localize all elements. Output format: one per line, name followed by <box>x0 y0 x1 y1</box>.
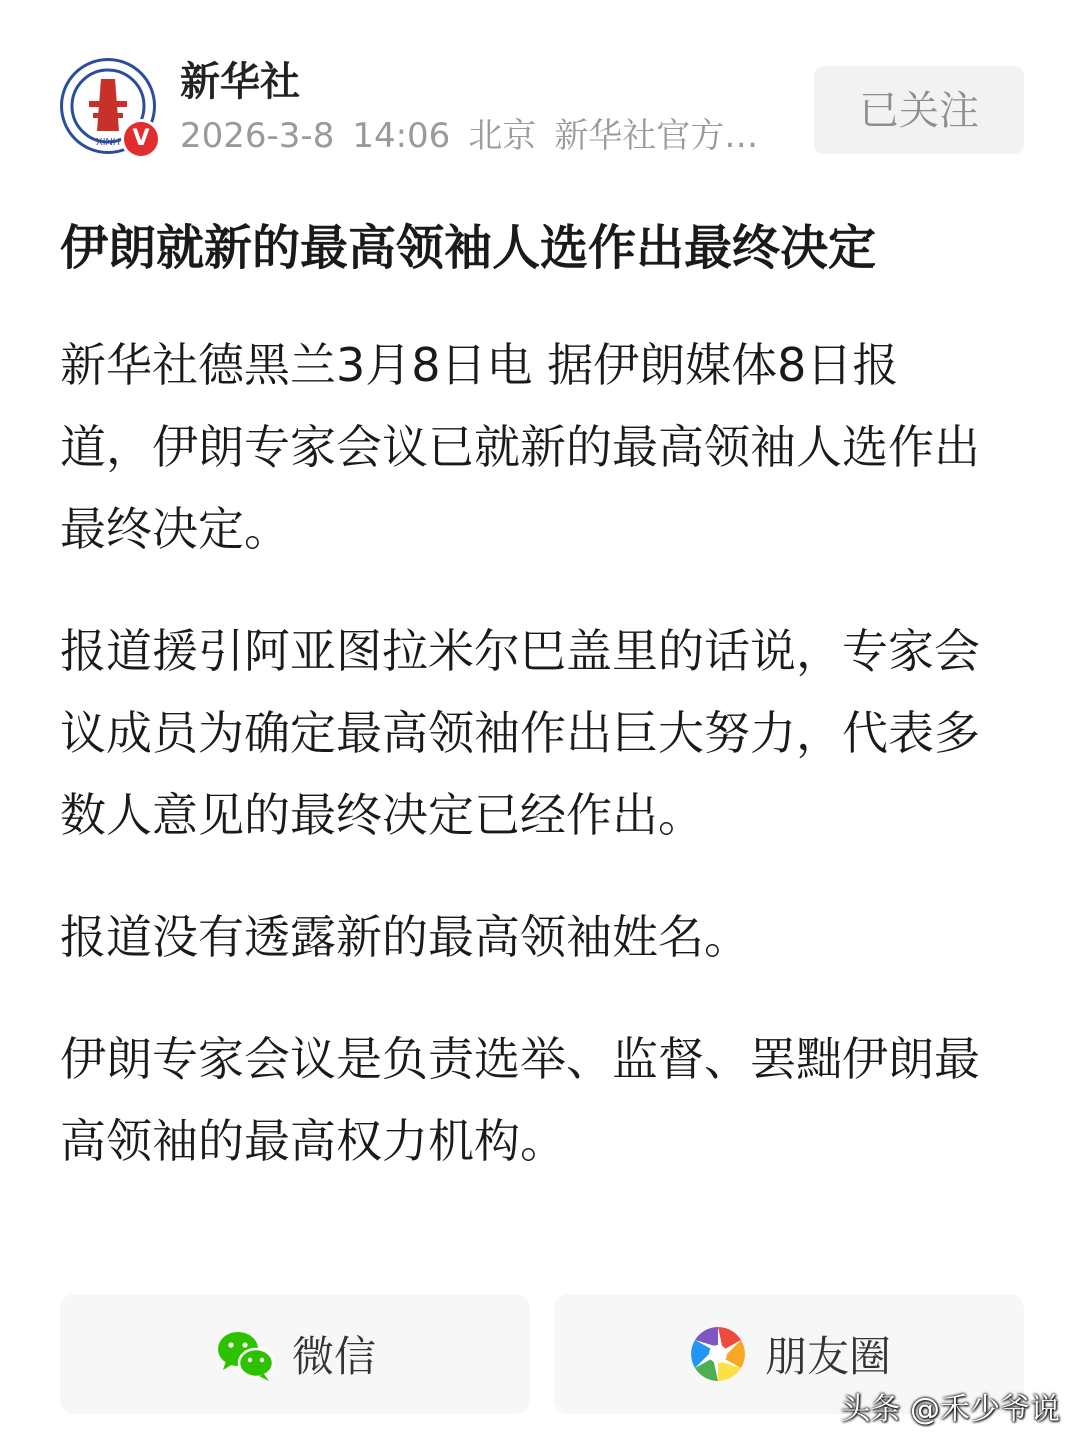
article-paragraph: 新华社德黑兰3月8日电 据伊朗媒体8日报道，伊朗专家会议已就新的最高领袖人选作出最终决定。 <box>60 338 980 556</box>
share-moments-label: 朋友圈 <box>764 1332 891 1381</box>
post-time: 14:06 <box>352 116 451 156</box>
verified-badge: V <box>121 119 161 159</box>
article-paragraph: 报道没有透露新的最高领袖姓名。 <box>60 910 750 964</box>
wechat-icon <box>214 1323 276 1385</box>
follow-button[interactable]: 已关注 <box>814 66 1024 154</box>
moments-icon <box>687 1323 749 1385</box>
article-paragraph: 报道援引阿亚图拉米尔巴盖里的话说，专家会议成员为确定最高领袖作出巨大努力，代表多数人意见的最终决定已经作出。 <box>60 624 980 842</box>
avatar-text: XINH <box>96 137 120 148</box>
post-date: 2026-3-8 <box>180 116 335 156</box>
post-source: 新华社官方… <box>554 116 759 156</box>
account-name[interactable]: 新华社 <box>180 59 300 105</box>
share-wechat-button[interactable] <box>60 1294 530 1414</box>
watermark: 头条 @禾少爷说 <box>840 1392 1060 1427</box>
article-header <box>60 58 1024 158</box>
article-paragraph: 伊朗专家会议是负责选举、监督、罢黜伊朗最高领袖的最高权力机构。 <box>60 1032 980 1168</box>
post-meta <box>180 114 800 158</box>
share-wechat-label: 微信 <box>291 1332 376 1381</box>
avatar[interactable] <box>60 58 156 154</box>
article-body <box>60 212 990 1182</box>
post-location: 北京 <box>468 116 537 156</box>
article-title: 伊朗就新的最高领袖人选作出最终决定 <box>60 220 877 276</box>
